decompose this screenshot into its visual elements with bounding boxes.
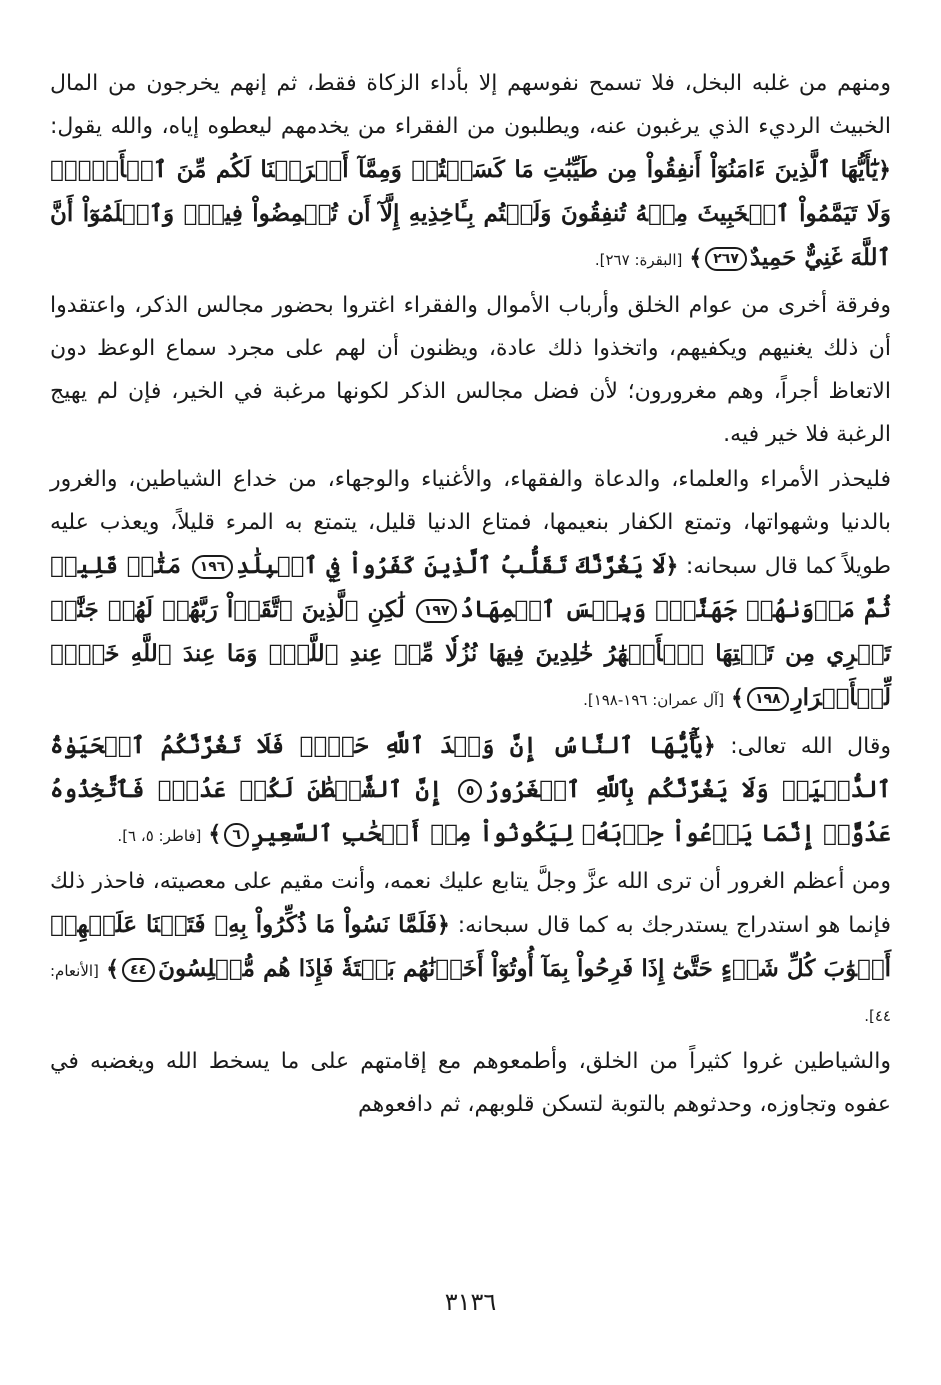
paragraph-text: ومنهم من غلبه البخل، فلا تسمح نفوسهم إلا بأداء الزكاة فقط، ثم إنهم يخرجون من المال الخبيث الرديء الذي يرغبون عنه، ويطلبون من الفقراء من يخدمهم ليعطوه إياه، والله يقول:	[50, 71, 891, 139]
ayah-number-marker: ٦	[224, 823, 249, 847]
verse-reference: [فاطر: ٥، ٦].	[117, 827, 202, 845]
quran-verse: مَتَٰعٞ قَلِيلٞ ثُمَّ مَأۡوَىٰهُمۡ جَهَنَّمُۖ وَبِئۡسَ ٱلۡمِهَادُ	[50, 552, 891, 623]
paragraph-text: فليحذر الأمراء والعلماء، والدعاة والفقهاء، والأغنياء والوجهاء، من خداع الشياطين، والغرور بالدنيا وشهواتها، وتمتع الكفار بنعيمها، فمتاع الدنيا قليل، يتمتع به المرء قليلاً، ويعذب عليه طويلاً كما قال سبحانه:	[50, 467, 891, 579]
quran-verse: يَٰٓأَيُّهَا ٱلَّذِينَ ءَامَنُوٓاْ أَنفِقُواْ مِن طَيِّبَٰتِ مَا كَسَبۡتُمۡ وَمِمَّآ أَخۡرَجۡنَا لَكُم مِّنَ ٱلۡأَرۡضِۖ وَلَا تَيَمَّمُواْ ٱلۡخَبِيثَ مِنۡهُ تُنفِقُونَ وَلَسۡتُم بِـَٔاخِذِيهِ إِلَّآ أَن تُغۡمِضُواْ فِيهِۚ وَٱعۡلَمُوٓاْ أَنَّ ٱللَّهَ غَنِيٌّ حَمِيدٌ	[50, 156, 891, 271]
quran-verse: لَٰكِنِ ٱلَّذِينَ ٱتَّقَوۡاْ رَبَّهُمۡ لَهُمۡ جَنَّٰتٞ تَجۡرِي مِن تَحۡتِهَا ٱلۡأَنۡهَٰرُ خَٰلِدِينَ فِيهَا نُزُلٗا مِّنۡ عِندِ ٱللَّهِۗ وَمَا عِندَ ٱللَّهِ خَيۡرٞ لِّلۡأَبۡرَارِ	[50, 596, 891, 711]
ayah-number-marker: ٢٦٧	[705, 247, 747, 271]
paragraph-text: والشياطين غروا كثيراً من الخلق، وأطمعوهم مع إقامتهم على ما يسخط الله ويغضبه في عفوه وتجاوزه، وحدثوهم بالتوبة لتسكن قلوبهم، ثم دافعوهم	[50, 1049, 891, 1117]
quran-close-bracket: ﴾	[208, 821, 222, 847]
ayah-number-marker: ١٩٧	[416, 599, 458, 623]
paragraph-text: وفرقة أخرى من عوام الخلق وأرباب الأموال والفقراء اغتروا بحضور مجالس الذكر، واعتقدوا أن ذلك يغنيهم ويكفيهم، واتخذوا ذلك عادة، ويظنون أن لهم على مجرد سماع الوعظ دون الاتعاظ أجراً، وهم مغرورون؛ لأن فضل مجالس الذكر لكونها مرغبة في الخير، فإن لم يهيج الرغبة فلا خير فيه.	[50, 293, 891, 447]
ayah-number-marker: ١٩٦	[192, 555, 234, 579]
verse-reference: [آل عمران: ١٩٦-١٩٨].	[583, 691, 725, 709]
page-number: ٣١٣٦	[444, 1288, 497, 1316]
quran-verse: إِنَّ ٱلشَّيۡطَٰنَ لَكُمۡ عَدُوّٞ فَٱتَّخِذُوهُ عَدُوًّاۚ إِنَّمَا يَدۡعُواْ حِزۡبَهُۥ لِيَكُونُواْ مِنۡ أَصۡحَٰبِ ٱلسَّعِيرِ	[50, 776, 891, 847]
verse-reference: [البقرة: ٢٦٧].	[594, 251, 683, 269]
paragraph-5	[50, 860, 891, 1038]
paragraph-1	[50, 62, 891, 282]
page-body	[50, 62, 891, 1126]
quran-open-bracket: ﴿	[702, 733, 716, 759]
ayah-number-marker: ١٩٨	[747, 687, 789, 711]
paragraph-4	[50, 724, 891, 858]
quran-close-bracket: ﴾	[689, 245, 703, 271]
quran-verse: يَٰٓأَيُّهَا ٱلنَّاسُ إِنَّ وَعۡدَ ٱللَّهِ حَقّٞۖ فَلَا تَغُرَّنَّكُمُ ٱلۡحَيَوٰةُ ٱلدُّنۡيَاۖ وَلَا يَغُرَّنَّكُم بِٱللَّهِ ٱلۡغَرُورُ	[50, 732, 891, 803]
quran-open-bracket: ﴿	[878, 157, 891, 183]
quran-verse: لَا يَغُرَّنَّكَ تَقَلُّبُ ٱلَّذِينَ كَفَرُواْ فِي ٱلۡبِلَٰدِ	[236, 552, 666, 579]
paragraph-text: وقال الله تعالى:	[715, 734, 892, 759]
quran-open-bracket: ﴿	[437, 912, 450, 938]
paragraph-text: ومن أعظم الغرور أن ترى الله عزَّ وجلَّ يتابع عليك نعمه، وأنت مقيم على معصيته، فاحذر ذلك فإنما هو استدراج يستدرجك به كما قال سبحانه:	[50, 869, 891, 938]
quran-open-bracket: ﴿	[665, 553, 679, 579]
quran-close-bracket: ﴾	[731, 685, 744, 711]
paragraph-3	[50, 458, 891, 722]
paragraph-2	[50, 284, 891, 456]
ayah-number-marker: ٥	[458, 779, 483, 803]
paragraph-6	[50, 1040, 891, 1126]
verse-reference: [الأنعام: ٤٤].	[50, 962, 891, 1025]
ayah-number-marker: ٤٤	[122, 958, 155, 982]
quran-verse: فَلَمَّا نَسُواْ مَا ذُكِّرُواْ بِهِۦ فَتَحۡنَا عَلَيۡهِمۡ أَبۡوَٰبَ كُلِّ شَيۡءٍ حَتَّىٰٓ إِذَا فَرِحُواْ بِمَآ أُوتُوٓاْ أَخَذۡنَٰهُم بَغۡتَةٗ فَإِذَا هُم مُّبۡلِسُونَ	[50, 911, 892, 982]
quran-close-bracket: ﴾	[106, 956, 119, 982]
